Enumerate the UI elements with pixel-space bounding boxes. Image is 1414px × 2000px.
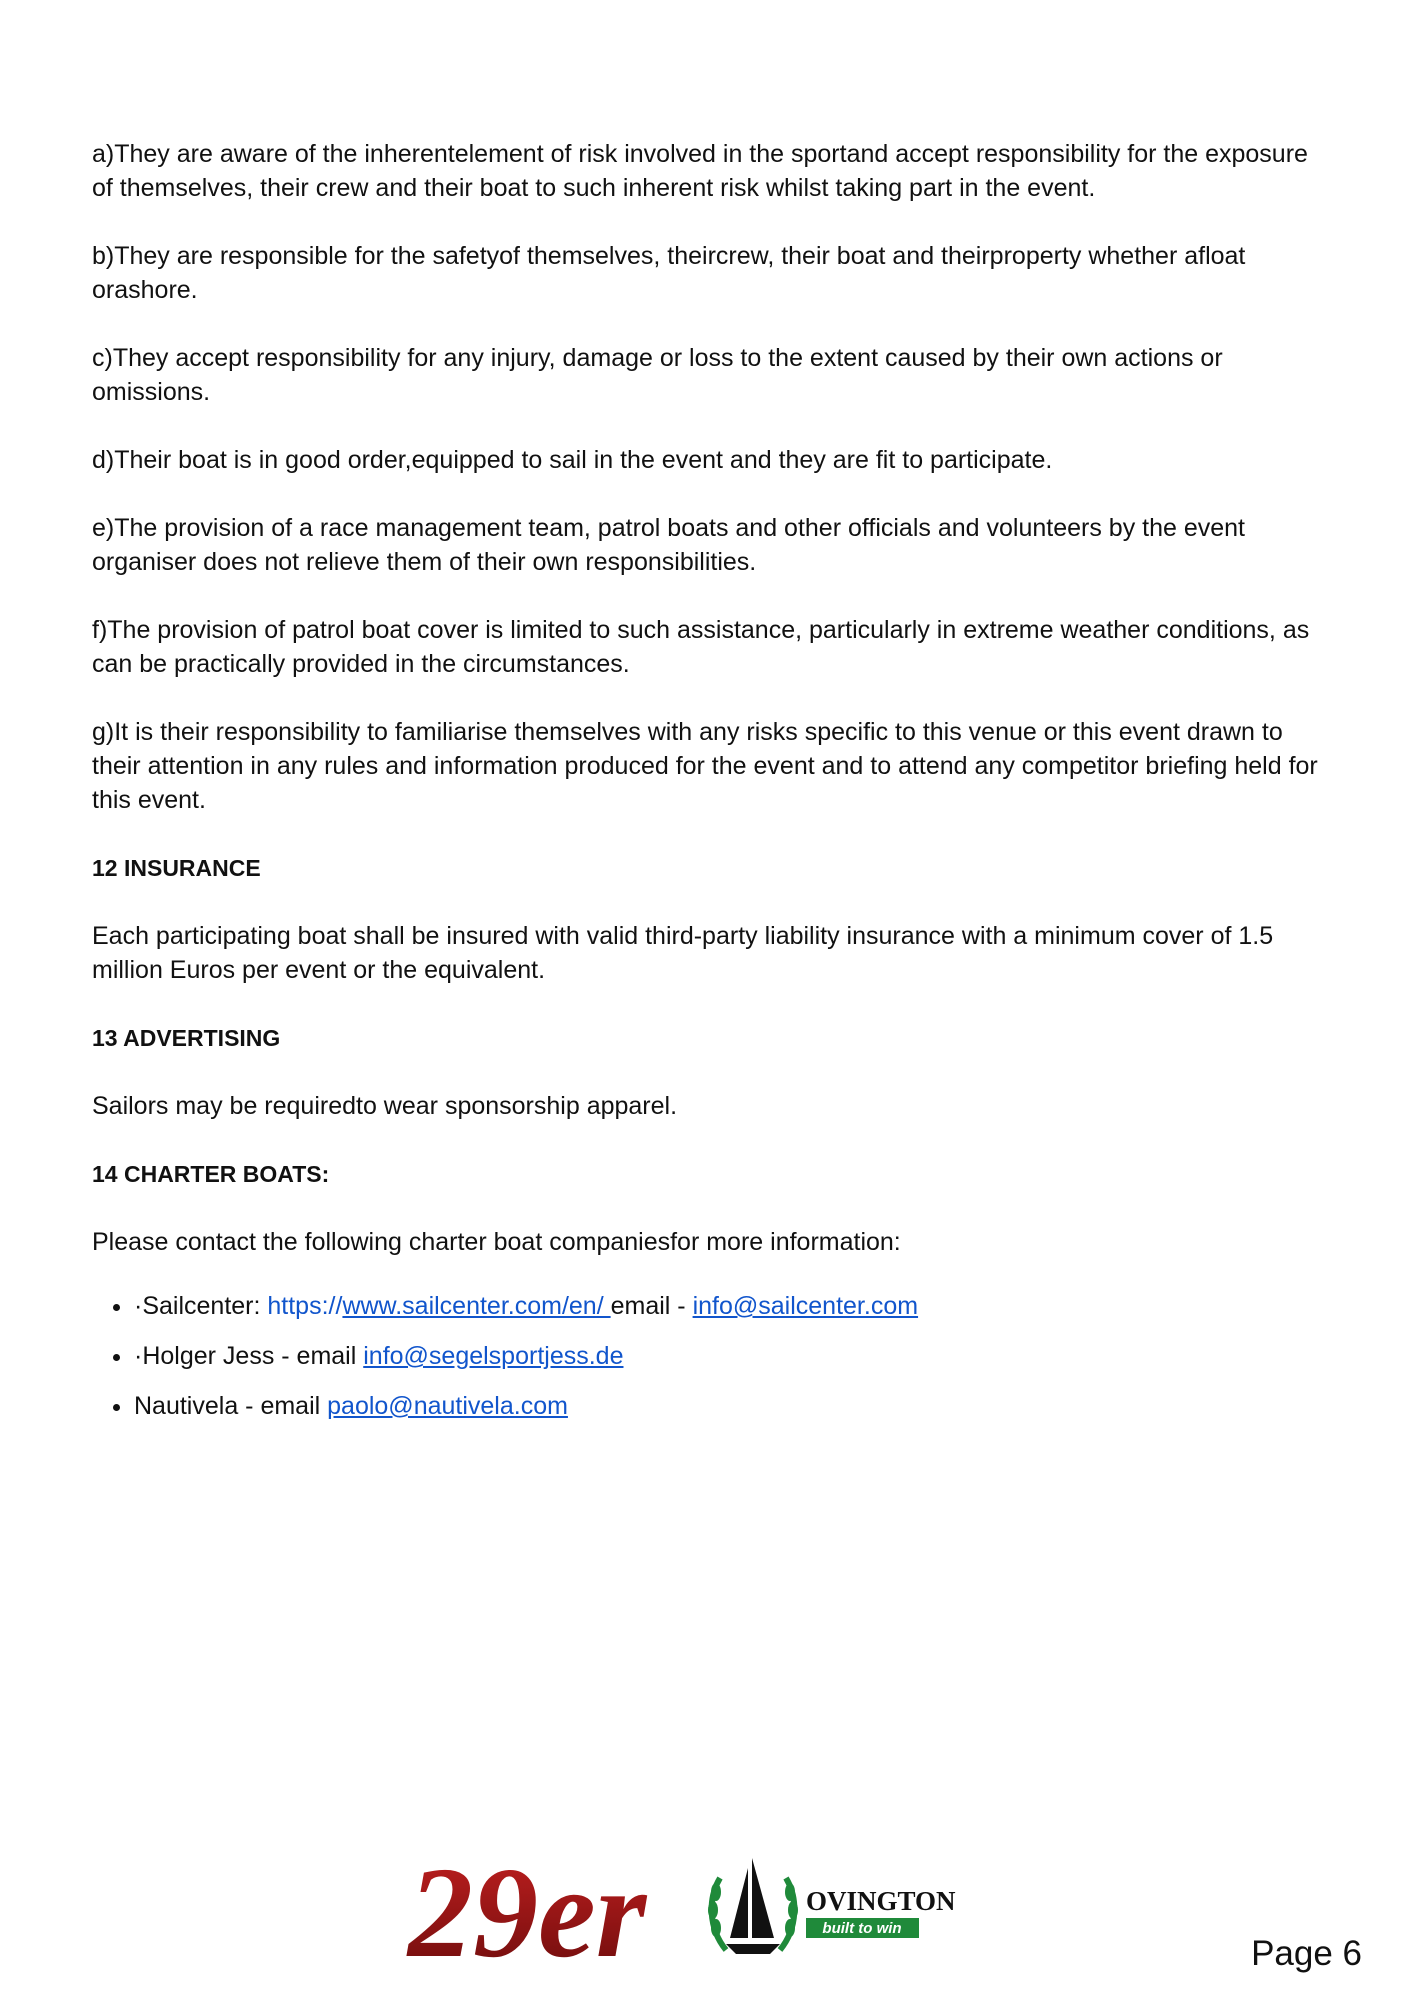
insurance-text: Each participating boat shall be insured with valid third-party liability insurance with a minimum cover of 1.5 million Euros per event or the equivalent. [92,922,1274,984]
logo-29er-text: 29er [408,1841,647,1985]
paragraph-c: c)They accept responsibility for any injury, damage or loss to the extent caused by their own actions or omissions. [92,344,1223,406]
page-number: Page 6 [1251,1934,1362,1973]
nautivela-label: Nautivela - email [134,1392,328,1420]
nautivela-email-link[interactable]: paolo@nautivela.com [327,1392,568,1420]
paragraph-f: f)The provision of patrol boat cover is limited to such assistance, particularly in extreme weather conditions, as can be practically provided in the circumstances. [92,616,1310,678]
advertising-text: Sailors may be requiredto wear sponsorship apparel. [92,1092,678,1120]
list-item-nautivela [134,1389,1332,1423]
paragraph-g: g)It is their responsibility to familiarise themselves with any risks specific to this venue or this event drawn to their attention in any rules and information produced for the event and to attend any competitor briefing held for this event. [92,718,1318,814]
holger-jess-label: ·Holger Jess - email [134,1342,364,1370]
sailcenter-label: ·Sailcenter: [134,1292,268,1320]
paragraph-a: a)They are aware of the inherentelement of risk involved in the sportand accept responsibility for the exposure of themselves, their crew and their boat to such inherent risk whilst taking part in the event. [92,140,1308,202]
brand-tagline-text: built to win [822,1920,902,1937]
list-item-holger-jess [134,1339,1332,1373]
document-body [92,137,1332,1439]
paragraph-b: b)They are responsible for the safetyof themselves, theircrew, their boat and theirproperty whether afloat orashore. [92,242,1246,304]
sailcenter-email-label: email - [610,1292,693,1320]
sailcenter-url-scheme[interactable]: https:// [267,1292,343,1320]
paragraph-e: e)The provision of a race management team, patrol boats and other officials and volunteers by the event organiser does not relieve them of their own responsibilities. [92,514,1245,576]
sailcenter-website-link[interactable]: www.sailcenter.com/en/ [342,1292,611,1320]
sailcenter-email-link[interactable]: info@sailcenter.com [692,1292,919,1320]
paragraph-d: d)Their boat is in good order,equipped to sail in the event and they are fit to participate. [92,446,1053,474]
brand-name-text: OVINGTON [806,1886,956,1916]
charter-intro: Please contact the following charter boat companiesfor more information: [92,1228,901,1256]
laurel-sail-icon [708,1858,798,1954]
charter-list [92,1289,1332,1423]
holger-jess-email-link[interactable]: info@segelsportjess.de [363,1342,624,1370]
footer-logo [408,1838,956,1985]
list-item-sailcenter [134,1289,1332,1323]
insurance-heading: 12 INSURANCE [92,855,261,881]
charter-heading: 14 CHARTER BOATS: [92,1161,330,1187]
advertising-heading: 13 ADVERTISING [92,1025,281,1051]
